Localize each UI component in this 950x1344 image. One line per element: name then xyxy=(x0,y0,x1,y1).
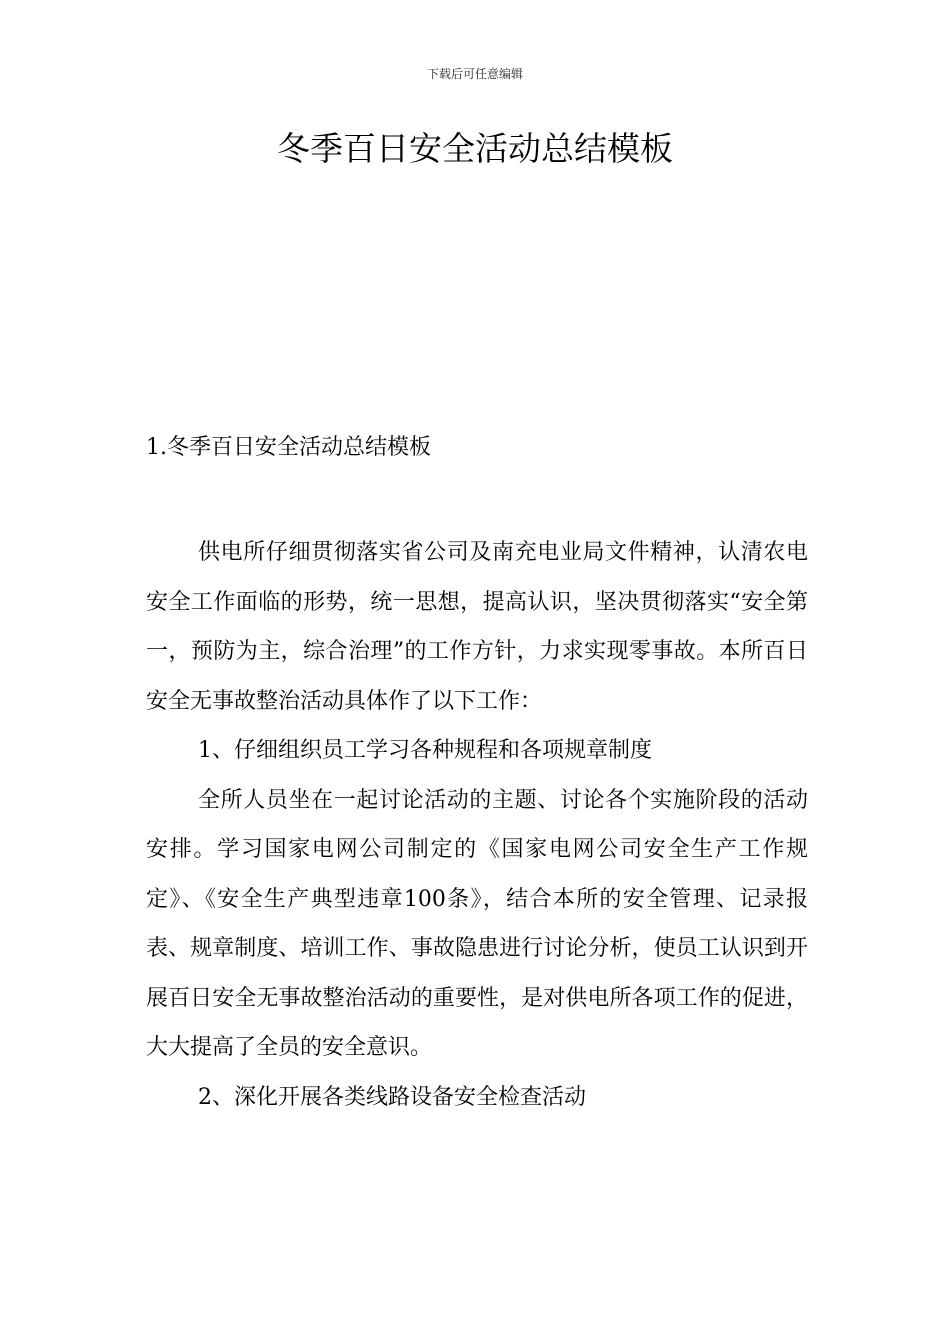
document-body xyxy=(146,528,808,1122)
paragraph-item-1-heading: 1、仔细组织员工学习各种规程和各项规章制度 xyxy=(198,738,652,763)
paragraph-item-1-body: 全所人员坐在一起讨论活动的主题、讨论各个实施阶段的活动安排。学习国家电网公司制定的《国家电网公司安全生产工作规定》、《安全生产典型违章100条》，结合本所的安全管理、记录报表、规章制度、培训工作、事故隐患进行讨论分析，使员工认识到开展百日安全无事故整治活动的重要性，是对供电所各项工作的促进，大大提高了全员的安全意识。 xyxy=(146,787,808,1060)
paragraph-item-2-heading: 2、深化开展各类线路设备安全检查活动 xyxy=(198,1084,586,1110)
document-title: 冬季百日安全活动总结模板 xyxy=(277,129,673,168)
header-note: 下载后可任意编辑 xyxy=(426,67,523,81)
section-heading: 1.冬季百日安全活动总结模板 xyxy=(146,435,431,460)
paragraph-intro: 供电所仔细贯彻落实省公司及南充电业局文件精神，认清农电安全工作面临的形势，统一思想，提高认识，坚决贯彻落实“安全第一，预防为主，综合治理”的工作方针，力求实现零事故。本所百日安全无事故整治活动具体作了以下工作： xyxy=(146,540,808,714)
